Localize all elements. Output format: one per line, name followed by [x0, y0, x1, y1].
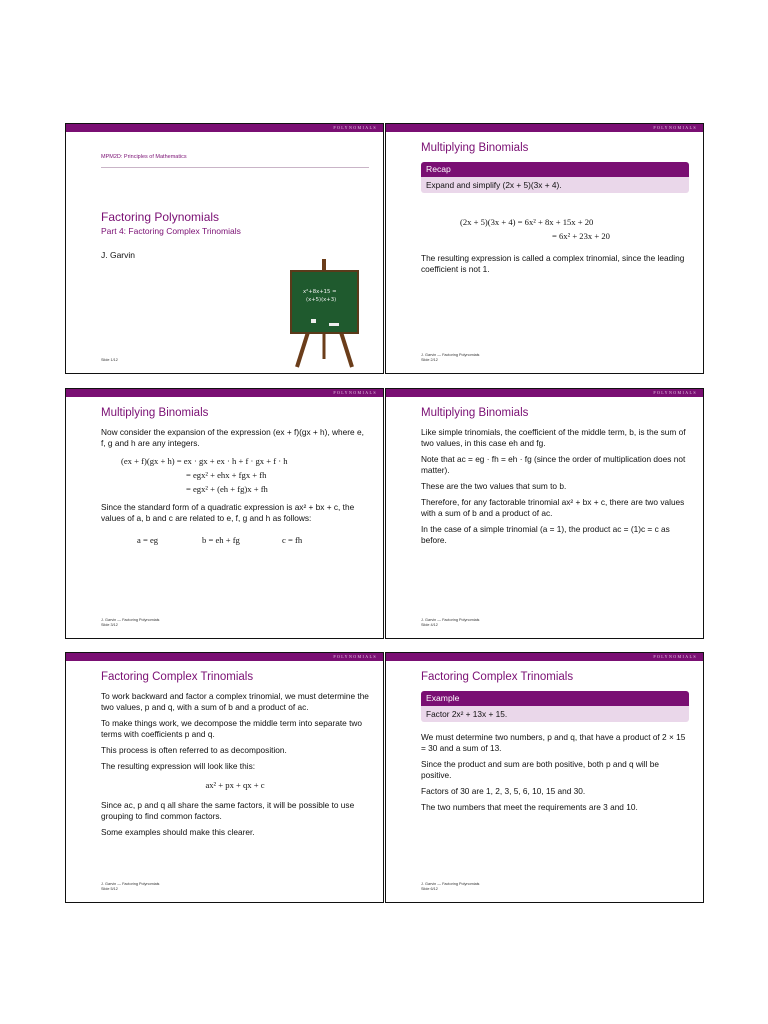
slide-title: Multiplying Binomials	[101, 407, 209, 419]
paragraph: To make things work, we decompose the middle term into separate two terms with coefficients p and q.	[101, 718, 363, 739]
author: J. Garvin	[101, 250, 136, 260]
slide-header-bar	[386, 124, 703, 132]
slide-header-bar	[386, 389, 703, 397]
paragraph: Now consider the expansion of the expression (ex + f)(gx + h), where e, f, g and h are any integers.	[101, 427, 364, 448]
slide-title: Factoring Complex Trinomials	[101, 671, 254, 683]
paragraph: Some examples should make this clearer.	[101, 827, 255, 837]
slide-footer: J. Garvin — Factoring Polynomials Slide 3/12	[101, 618, 160, 627]
presentation-title: Factoring Polynomials	[101, 210, 220, 224]
topic-label: POLYNOMIALS	[653, 125, 697, 130]
slide-header-bar	[66, 124, 383, 132]
topic-label: POLYNOMIALS	[333, 654, 377, 659]
paragraph: Since the product and sum are both positive, both p and q will be positive.	[421, 759, 659, 780]
slide-1	[65, 123, 384, 374]
topic-label: POLYNOMIALS	[653, 390, 697, 395]
relations: a = eg b = eh + fg c = fh	[137, 535, 303, 545]
slide-footer: Slide 1/12	[101, 358, 118, 362]
block-title: Recap	[421, 162, 689, 177]
slide-6	[385, 652, 704, 903]
slide-3	[65, 388, 384, 639]
paragraph: Note that ac = eg · fh = eh · fg (since the order of multiplication does not matter).	[421, 454, 686, 475]
chalkboard-easel-icon	[289, 259, 360, 371]
paragraph: The resulting expression is called a complex trinomial, since the leading coefficient is not 1.	[421, 253, 685, 274]
block-title: Example	[421, 691, 689, 706]
slide-5	[65, 652, 384, 903]
paragraph: The two numbers that meet the requirements are 3 and 10.	[421, 802, 638, 812]
paragraph: The resulting expression will look like this:	[101, 761, 256, 771]
topic-label: POLYNOMIALS	[653, 654, 697, 659]
presentation-subtitle: Part 4: Factoring Complex Trinomials	[101, 226, 241, 236]
equation: ax² + px + qx + c	[205, 780, 265, 790]
paragraph: Therefore, for any factorable trinomial ax² + bx + c, there are two values with a sum of b and a product of ac.	[421, 497, 685, 518]
board-line-2: (x+5)(x+3)	[306, 297, 337, 303]
course-name: MPM2D: Principles of Mathematics	[101, 154, 187, 160]
paragraph: In the case of a simple trinomial (a = 1), the product ac = (1)c = c as before.	[421, 524, 670, 545]
topic-label: POLYNOMIALS	[333, 125, 377, 130]
slide-footer: J. Garvin — Factoring Polynomials Slide 5/12	[101, 882, 160, 891]
slide-4	[385, 388, 704, 639]
slide-title: Factoring Complex Trinomials	[421, 671, 574, 683]
slide-footer: J. Garvin — Factoring Polynomials Slide 6/12	[421, 882, 480, 891]
slide-2	[385, 123, 704, 374]
equation: (2x + 5)(3x + 4) = 6x² + 8x + 15x + 20 = 6x² + 23x + 20	[460, 217, 610, 241]
slide-footer: J. Garvin — Factoring Polynomials Slide 2/12	[421, 353, 480, 362]
slide-header-bar	[66, 653, 383, 661]
slide-title: Multiplying Binomials	[421, 407, 529, 419]
topic-label: POLYNOMIALS	[333, 390, 377, 395]
block-body: Factor 2x² + 13x + 15.	[421, 706, 689, 722]
slide-header-bar	[66, 389, 383, 397]
block-body: Expand and simplify (2x + 5)(3x + 4).	[421, 177, 689, 193]
paragraph: This process is often referred to as decomposition.	[101, 745, 287, 755]
board-line-1: x²+8x+15 =	[303, 289, 337, 295]
divider	[101, 167, 369, 168]
paragraph: Factors of 30 are 1, 2, 3, 5, 6, 10, 15 and 30.	[421, 786, 586, 796]
equation: (ex + f)(gx + h) = ex · gx + ex · h + f · gx + f · h = egx² + ehx + fgx + fh = egx² + (eh + fg)x + fh	[121, 456, 288, 494]
slide-grid	[65, 123, 704, 903]
paragraph: Since the standard form of a quadratic expression is ax² + bx + c, the values of a, b and c are related to e, f, g and h as follows:	[101, 502, 355, 523]
slide-title: Multiplying Binomials	[421, 142, 529, 154]
paragraph: To work backward and factor a complex trinomial, we must determine the two values, p and q, with a sum of b and a product of ac.	[101, 691, 369, 712]
paragraph: These are the two values that sum to b.	[421, 481, 567, 491]
slide-header-bar	[386, 653, 703, 661]
slide-footer: J. Garvin — Factoring Polynomials Slide 4/12	[421, 618, 480, 627]
paragraph: Since ac, p and q all share the same factors, it will be possible to use grouping to find common factors.	[101, 800, 355, 821]
paragraph: Like simple trinomials, the coefficient of the middle term, b, is the sum of two values, in this case eh and fg.	[421, 427, 686, 448]
paragraph: We must determine two numbers, p and q, that have a product of 2 × 15 = 30 and a sum of 13.	[421, 732, 686, 753]
